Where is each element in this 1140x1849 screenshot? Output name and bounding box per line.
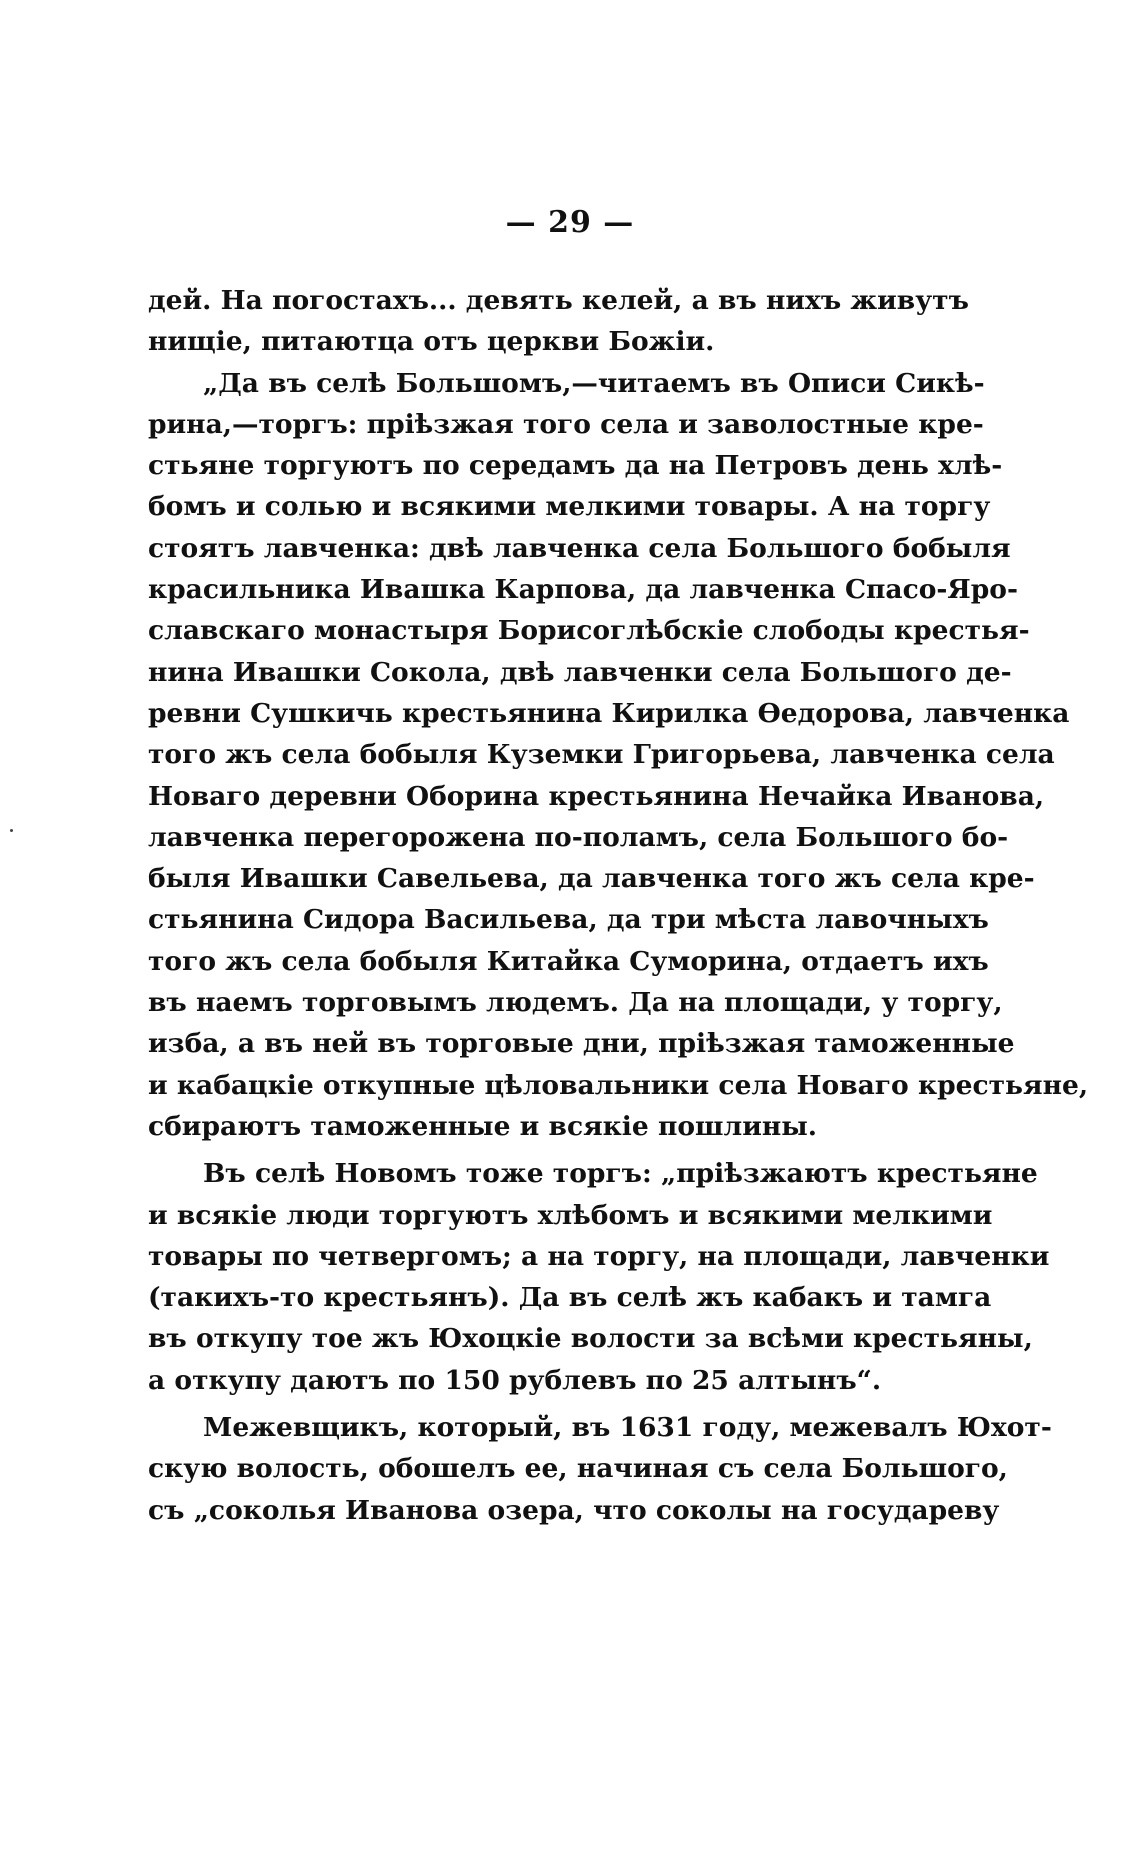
text-line: въ наемъ торговымъ людемъ. Да на площади, у торгу, bbox=[148, 987, 1003, 1019]
text-line: Новаго деревни Оборина крестьянина Нечайка Иванова, bbox=[148, 780, 1045, 812]
text-line: въ откупу тое жъ Юхоцкіе волости за всѣми крестьяны, bbox=[148, 1323, 1033, 1355]
text-line: скую волость, обошелъ ее, начиная съ села Большого, bbox=[148, 1453, 1008, 1485]
text-line: сбираютъ таможенные и всякіе пошлины. bbox=[148, 1110, 818, 1142]
text-line: и всякіе люди торгуютъ хлѣбомъ и всякими мелкими bbox=[148, 1199, 993, 1231]
text-line: лавченка перегорожена по-поламъ, села Большого бо- bbox=[148, 821, 1009, 853]
page-number: — 29 — bbox=[505, 205, 635, 240]
text-line: нищіе, питаютца отъ церкви Божіи. bbox=[148, 326, 715, 358]
text-line: изба, а въ ней въ торговые дни, пріѣзжая таможенные bbox=[148, 1028, 1015, 1060]
text-line: бомъ и солью и всякими мелкими товары. А на торгу bbox=[148, 491, 991, 523]
text-line: стоятъ лавченка: двѣ лавченка села Большого бобыля bbox=[148, 532, 1011, 564]
text-line: „Да въ селѣ Большомъ,—читаемъ въ Описи Сикѣ- bbox=[203, 367, 985, 399]
text-line: рина,—торгъ: пріѣзжая того села и заволостные кре- bbox=[148, 408, 984, 440]
text-line: и кабацкіе откупные цѣловальники села Новаго крестьяне, bbox=[148, 1069, 1089, 1101]
text-line: того жъ села бобыля Китайка Суморина, отдаетъ ихъ bbox=[148, 945, 989, 977]
text-line: Межевщикъ, который, въ 1631 году, межевалъ Юхот- bbox=[203, 1412, 1052, 1444]
text-line: товары по четвергомъ; а на торгу, на площади, лавченки bbox=[148, 1240, 1050, 1272]
text-line: быля Ивашки Савельева, да лавченка того жъ села кре- bbox=[148, 863, 1035, 895]
text-line: дей. На погостахъ... девять келей, а въ нихъ живутъ bbox=[148, 285, 969, 316]
text-line: ревни Сушкичь крестьянина Кирилка Ѳедорова, лавченка bbox=[148, 697, 1070, 729]
text-line: а откупу даютъ по 150 рублевъ по 25 алтынъ“. bbox=[148, 1364, 882, 1396]
text-line: нина Ивашки Сокола, двѣ лавченки села Большого де- bbox=[148, 656, 1012, 688]
text-line: съ „соколья Иванова озера, что соколы на государеву bbox=[148, 1494, 1000, 1526]
text-line: Въ селѣ Новомъ тоже торгъ: „пріѣзжаютъ крестьяне bbox=[203, 1158, 1038, 1190]
text-line: (такихъ-то крестьянъ). Да въ селѣ жъ кабакъ и тамга bbox=[148, 1282, 992, 1314]
body-text bbox=[148, 280, 1089, 1531]
text-line: того жъ села бобыля Кузeмки Григорьева, лавченка села bbox=[148, 739, 1055, 771]
text-line: славскаго монастыря Борисоглѣбскіе слободы крестья- bbox=[148, 615, 1030, 647]
text-line: стьянина Сидора Васильева, да три мѣста лавочныхъ bbox=[148, 904, 989, 936]
text-line: красильника Ивашка Карпова, да лавченка Спасо-Яро- bbox=[148, 574, 1018, 606]
scan-speck bbox=[10, 829, 13, 832]
text-line: стьяне торгуютъ по середамъ да на Петровъ день хлѣ- bbox=[148, 450, 1003, 482]
